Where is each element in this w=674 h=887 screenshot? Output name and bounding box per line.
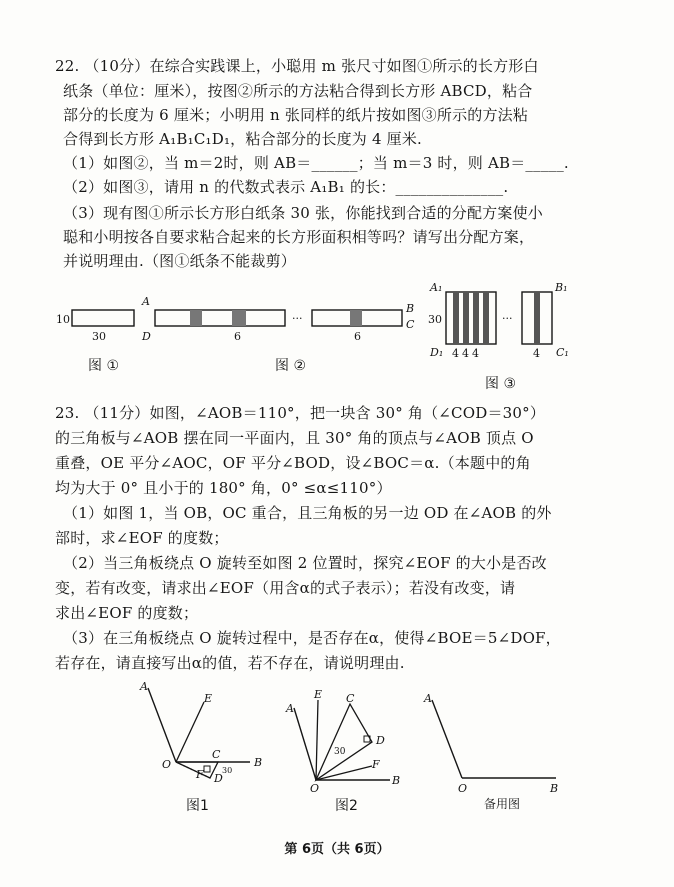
q23-fig1-D: D bbox=[214, 772, 223, 785]
q23-fig2-F: F bbox=[372, 758, 380, 771]
fig3-rect bbox=[428, 281, 569, 360]
q23-fig1-A: A bbox=[140, 680, 148, 693]
q23-fig2 bbox=[285, 688, 400, 795]
fig2-label-B: B bbox=[406, 302, 415, 315]
q22-part-3-line-3: 并说明理由.（图①纸条不能裁剪） bbox=[63, 252, 296, 270]
q23-line-4: 均为大于 0° 且小于的 180° 角，0° ≤α≤110°） bbox=[55, 479, 392, 497]
q23-part-2-line-1: （2）当三角板绕点 O 旋转至如图 2 位置时，探究∠EOF 的大小是否改 bbox=[63, 554, 547, 572]
q22-part-2: （2）如图③，请用 n 的代数式表示 A₁B₁ 的长：______________. bbox=[63, 178, 509, 196]
q23-fig2-A: A bbox=[286, 702, 294, 715]
q22-figures bbox=[0, 278, 674, 408]
fig2-overlap-1: 6 bbox=[234, 330, 241, 343]
q23-fig2-D: D bbox=[376, 734, 385, 747]
q23-fig2-caption: 图2 bbox=[335, 798, 358, 814]
q23-part-1-line-1: （1）如图 1，当 OB，OC 重合，且三角板的另一边 OD 在∠AOB 的外 bbox=[63, 504, 552, 522]
q23-fig2-angle: 30 bbox=[334, 747, 346, 757]
fig3-label-A1: A₁ bbox=[430, 281, 443, 294]
fig3-dots: ··· bbox=[502, 312, 513, 325]
q23-fig3-A: A bbox=[424, 692, 432, 705]
q23-fig1 bbox=[139, 680, 262, 785]
fig1-height-label: 10 bbox=[56, 313, 70, 326]
fig2-rect bbox=[141, 295, 415, 343]
q22-line-2: 纸条（单位：厘米），按图②所示的方法粘合得到长方形 ABCD，粘合 bbox=[63, 82, 533, 100]
fig1-strip bbox=[56, 310, 134, 343]
q23-line-3: 重叠，OE 平分∠AOC，OF 平分∠BOD，设∠BOC＝α.（本题中的角 bbox=[55, 454, 531, 472]
q23-part-1-line-2: 部时，求∠EOF 的度数； bbox=[55, 529, 229, 547]
fig3-height: 30 bbox=[428, 313, 442, 326]
q23-part-3-line-2: 若存在，请直接写出α的值，若不存在，请说明理由. bbox=[55, 654, 405, 672]
fig3-w1: 4 bbox=[452, 347, 459, 360]
q23-part-3-line-1: （3）在三角板绕点 O 旋转过程中，是否存在α，使得∠BOE＝5∠DOF， bbox=[63, 629, 561, 647]
page-footer: 第 6页（共 6页） bbox=[284, 842, 390, 857]
fig1-caption: 图 ① bbox=[88, 358, 120, 374]
fig1-width-label: 30 bbox=[92, 330, 106, 343]
q22-line-3: 部分的长度为 6 厘米；小明用 n 张同样的纸片按如图③所示的方法粘 bbox=[63, 106, 529, 124]
q22-part-3-line-1: （3）现有图①所示长方形白纸条 30 张，你能找到合适的分配方案使小 bbox=[63, 204, 543, 222]
fig2-label-D: D bbox=[142, 330, 151, 343]
fig2-dots: ··· bbox=[292, 312, 303, 325]
q22-part-1: （1）如图②，当 m＝2时，则 AB＝______；当 m＝3 时，则 AB＝_____. bbox=[63, 154, 569, 172]
q23-part-2-line-2: 变，若有改变，请求出∠EOF（用含α的式子表示）；若没有改变，请 bbox=[55, 579, 516, 597]
q23-fig1-O: O bbox=[162, 758, 172, 771]
q23-fig1-angle: 30 bbox=[222, 766, 233, 775]
q23-fig1-caption: 图1 bbox=[186, 798, 209, 814]
fig3-caption: 图 ③ bbox=[485, 376, 517, 392]
q23-fig3-B: B bbox=[550, 782, 559, 795]
q23-fig2-E: E bbox=[314, 688, 323, 701]
q23-fig1-F: F bbox=[196, 768, 204, 781]
q23-fig1-C: C bbox=[212, 748, 221, 761]
q22-line-1: 22. （10分）在综合实践课上，小聪用 m 张尺寸如图①所示的长方形白 bbox=[55, 57, 539, 75]
fig3-label-C1: C₁ bbox=[556, 346, 569, 359]
q23-fig3 bbox=[423, 692, 558, 795]
fig3-w2: 4 bbox=[462, 347, 469, 360]
fig2-label-C: C bbox=[406, 318, 415, 331]
fig2-label-A: A bbox=[142, 295, 150, 308]
q23-fig1-E: E bbox=[204, 692, 213, 705]
fig3-label-B1: B₁ bbox=[555, 281, 568, 294]
fig3-w4: 4 bbox=[533, 347, 540, 360]
fig2-overlap-2: 6 bbox=[354, 330, 361, 343]
q23-part-2-line-3: 求出∠EOF 的度数； bbox=[55, 604, 199, 622]
q23-line-2: 的三角板与∠AOB 摆在同一平面内，且 30° 角的顶点与∠AOB 顶点 O bbox=[55, 429, 534, 447]
q23-fig1-B: B bbox=[254, 756, 263, 769]
q23-fig3-caption: 备用图 bbox=[484, 797, 521, 811]
fig3-w3: 4 bbox=[472, 347, 479, 360]
q22-part-3-line-2: 聪和小明按各自要求粘合起来的长方形面积相等吗？请写出分配方案， bbox=[63, 228, 535, 246]
q23-fig3-O: O bbox=[458, 782, 468, 795]
fig3-label-D1: D₁ bbox=[430, 346, 444, 359]
q22-line-4: 合得到长方形 A₁B₁C₁D₁，粘合部分的长度为 4 厘米. bbox=[63, 130, 423, 148]
q23-fig2-B: B bbox=[392, 774, 401, 787]
q23-fig2-O: O bbox=[310, 782, 320, 795]
fig2-caption: 图 ② bbox=[275, 358, 307, 374]
q23-line-1: 23. （11分）如图，∠AOB＝110°，把一块含 30° 角（∠COD＝30°） bbox=[55, 404, 546, 422]
q23-fig2-C: C bbox=[346, 692, 355, 705]
